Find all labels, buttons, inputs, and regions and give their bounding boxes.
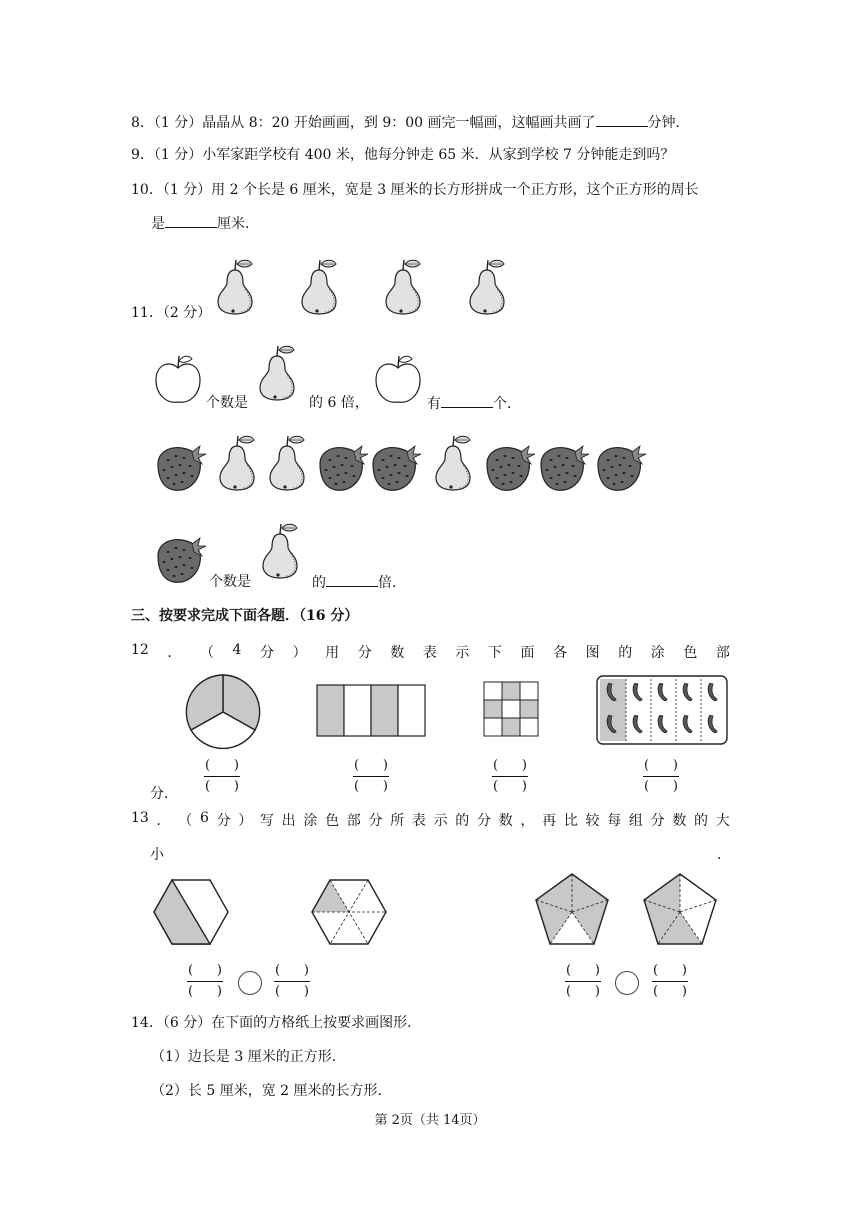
apple-icon: [152, 350, 204, 406]
q12-char: 表: [422, 645, 437, 661]
banana-box-figure: [596, 675, 728, 745]
pear-icon: [252, 342, 302, 402]
question-11-text-d: 个．: [493, 396, 521, 412]
q12-char: 示: [455, 645, 470, 661]
q13-char: （: [178, 813, 193, 829]
question-11-label: 11．（2 分）: [131, 305, 212, 321]
strawberry-icon: [152, 438, 206, 494]
q13-char: 组: [628, 813, 643, 829]
fraction-answer[interactable]: ( ) ( ): [644, 758, 678, 794]
q13-char: ）: [238, 813, 253, 829]
question-14-item2: （2）长 5 厘米，宽 2 厘米的长方形．: [151, 1083, 392, 1099]
strawberry-icon: [592, 438, 646, 494]
page-footer: 第 2页（共 14页）: [374, 1113, 486, 1128]
q12-char: 分: [357, 645, 372, 661]
question-10-line2: [151, 213, 259, 234]
q13-char: 6: [199, 810, 209, 826]
rectangle-figure: [316, 684, 426, 738]
apple-icon: [372, 350, 424, 406]
question-11-text-c-label: 有: [427, 396, 441, 412]
pear-icon: [294, 256, 344, 316]
q12-char: 各: [553, 645, 568, 661]
strawberry-icon: [367, 438, 421, 494]
q12-char: 色: [683, 645, 698, 661]
compare-circle[interactable]: [238, 971, 262, 995]
q13-char: 大: [715, 813, 730, 829]
question-9: 9．（1 分）小军家距学校有 400 米，他每分钟走 65 米．从家到学校 7 分钟能走到吗？: [131, 147, 675, 163]
strawberry-icon: [152, 530, 206, 586]
q13-char: ，: [520, 813, 535, 829]
pear-icon: [210, 256, 260, 316]
q13-char: 数: [672, 813, 687, 829]
q12-char: 分: [260, 645, 274, 661]
q12-char: 面: [520, 645, 535, 661]
q12-char: 图: [585, 645, 600, 661]
pear-icon: [378, 256, 428, 316]
fraction-answer[interactable]: ( ) ( ): [354, 758, 388, 794]
q13-char: 分: [216, 813, 231, 829]
question-13-end: ．: [717, 847, 731, 863]
q12-char: 用: [325, 645, 340, 661]
question-11-text-b: 的 6 倍，: [309, 395, 369, 411]
q12-char: 涂: [650, 645, 665, 661]
pear-icon: [428, 430, 478, 494]
fraction-answer[interactable]: ( ) ( ): [566, 963, 600, 999]
question-12-text: [131, 642, 730, 662]
fraction-answer[interactable]: ( ) ( ): [188, 963, 222, 999]
question-10-prefix: 是: [151, 216, 165, 232]
q13-char: 分: [650, 813, 665, 829]
pear-icon: [262, 430, 312, 494]
question-11-text-g: 倍．: [378, 575, 406, 591]
q13-char: 的: [694, 813, 709, 829]
question-8-text: 8．（1 分）晶晶从 8：20 开始画画，到 9：00 画完一幅画，这幅画共画了: [131, 115, 596, 131]
q13-char: 所: [390, 813, 405, 829]
q13-char: 表: [411, 813, 426, 829]
pear-icon: [255, 520, 305, 580]
q13-char: 13: [131, 810, 149, 826]
question-13-text: [131, 810, 730, 830]
q13-char: 部: [346, 813, 361, 829]
fraction-answer[interactable]: ( ) ( ): [493, 758, 527, 794]
pentagon-right-figure: [640, 872, 720, 948]
answer-blank[interactable]: [165, 213, 217, 228]
q13-char: 分: [477, 813, 491, 829]
compare-circle[interactable]: [615, 971, 639, 995]
q12-char: 12: [131, 642, 149, 658]
grid-figure: [483, 681, 539, 737]
pear-icon: [462, 256, 512, 316]
pentagon-left-figure: [532, 872, 612, 948]
pear-icon: [212, 430, 262, 494]
question-10-line1: 10．（1 分）用 2 个长是 6 厘米，宽是 3 厘米的长方形拼成一个正方形，这个正方形的周长: [131, 182, 699, 198]
question-11-text-a: 个数是: [206, 395, 248, 411]
q12-char: 数: [390, 645, 405, 661]
q13-char: 再: [542, 813, 557, 829]
fraction-answer[interactable]: ( ) ( ): [653, 963, 687, 999]
q13-char: 的: [455, 813, 470, 829]
question-11-text-f: [312, 572, 406, 593]
hexagon-sixths-figure: [310, 878, 388, 946]
q13-char: 色: [325, 813, 340, 829]
question-11-text-f-label: 的: [312, 575, 326, 591]
q13-char: 较: [585, 813, 600, 829]
answer-blank[interactable]: [596, 112, 648, 127]
answer-blank[interactable]: [326, 572, 378, 587]
q13-char: 分: [368, 813, 383, 829]
strawberry-icon: [314, 438, 368, 494]
question-8-suffix: 分钟．: [647, 115, 690, 131]
section-title: 三、按要求完成下面各题．（16 分）: [131, 608, 359, 624]
circle-figure: [183, 672, 263, 752]
q12-char: 下: [487, 645, 502, 661]
q13-char: 示: [433, 813, 448, 829]
q12-char: 部: [715, 645, 730, 661]
question-14-item1: （1）边长是 3 厘米的正方形．: [151, 1049, 346, 1065]
q12-char: （: [199, 645, 214, 661]
question-13-line2: 小: [150, 847, 164, 863]
q13-char: 涂: [303, 813, 318, 829]
q12-char: 的: [618, 645, 633, 661]
q13-char: 每: [607, 813, 622, 829]
question-11-text-c: [427, 393, 521, 414]
hexagon-half-figure: [152, 878, 230, 946]
question-11-text-e: 个数是: [209, 574, 251, 590]
q12-char: ．: [167, 645, 182, 661]
q12-char: ）: [292, 645, 307, 661]
answer-blank[interactable]: [441, 393, 493, 408]
q12-char: 4: [232, 642, 242, 658]
q13-char: 数: [498, 813, 513, 829]
q13-char: ．: [156, 813, 171, 829]
strawberry-icon: [535, 438, 589, 494]
question-10-suffix: 厘米．: [217, 216, 259, 232]
question-14-text: 14．（6 分）在下面的方格纸上按要求画图形．: [131, 1015, 422, 1031]
strawberry-icon: [481, 438, 535, 494]
q13-char: 比: [563, 813, 578, 829]
q13-char: 写: [259, 813, 274, 829]
question-12-tail: 分．: [150, 786, 178, 802]
question-8: [131, 112, 690, 133]
fraction-answer[interactable]: ( ) ( ): [205, 758, 239, 794]
fraction-answer[interactable]: ( ) ( ): [275, 963, 309, 999]
q13-char: 出: [281, 813, 296, 829]
